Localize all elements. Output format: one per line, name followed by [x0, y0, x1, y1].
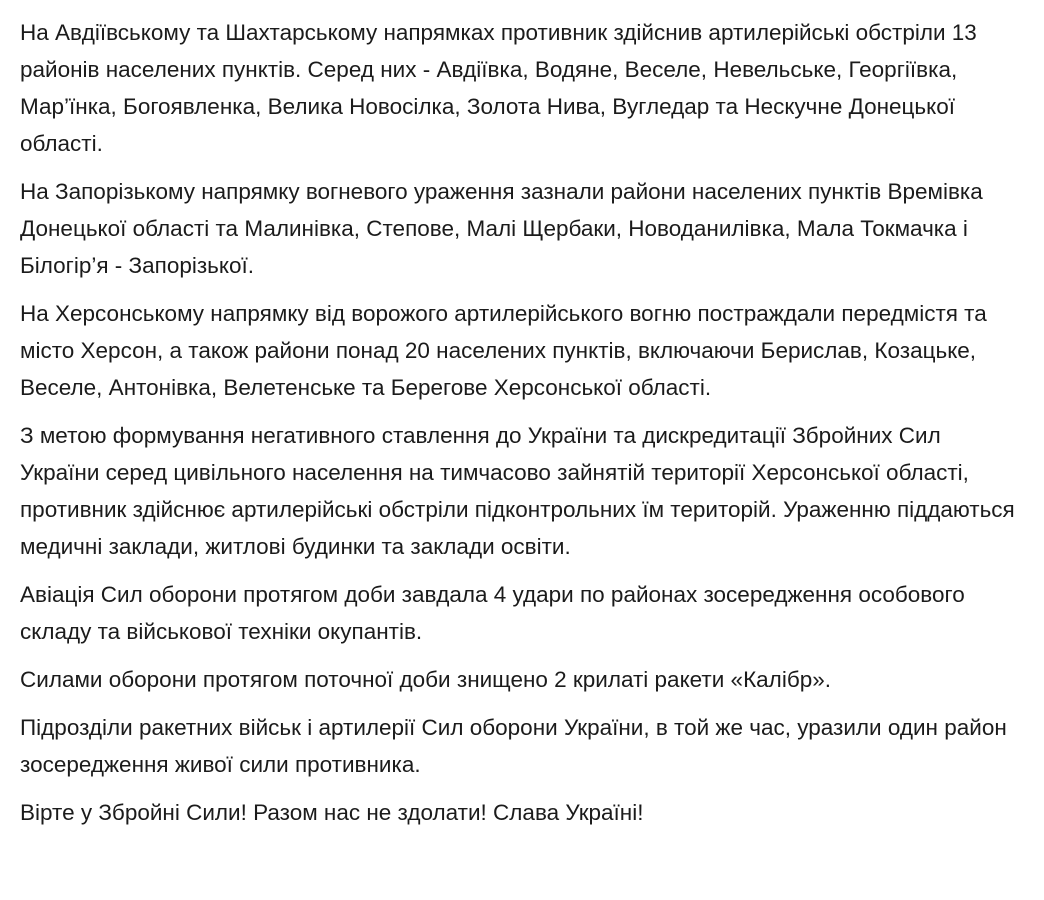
report-text-body — [20, 14, 1022, 831]
paragraph-avdiivka-shakhtarsk-shelling: На Авдіївському та Шахтарському напрямках противник здійснив артилерійські обстріли 13 районів населених пунктів. Серед них - Авдіївка, Водяне, Веселе, Невельське, Георгіївка, Мар’їнка, Богоявленка, Велика Новосілка, Золота Нива, Вугледар та Нескучне Донецької області. — [20, 20, 977, 156]
paragraph-kalibr-missiles-destroyed: Силами оборони протягом поточної доби знищено 2 крилаті ракети «Калібр». — [20, 667, 831, 692]
paragraph-zaporizhzhia-shelling: На Запорізькому напрямку вогневого ураження зазнали райони населених пунктів Времівка Донецької області та Малинівка, Степове, Малі Щербаки, Новоданилівка, Мала Токмачка і Білогір’я - Запорізької. — [20, 179, 983, 278]
paragraph-rocket-artillery-strikes: Підрозділи ракетних військ і артилерії Сил оборони України, в той же час, уразили один район зосередження живої сили противника. — [20, 715, 1007, 777]
paragraph-discreditation-campaign: З метою формування негативного ставлення до України та дискредитації Збройних Сил України серед цивільного населення на тимчасово зайнятій території Херсонської області, противник здійснює артилерійські обстріли підконтрольних їм територій. Ураженню піддаються медичні заклади, житлові будинки та заклади освіти. — [20, 423, 1015, 559]
paragraph-closing-slogan: Вірте у Збройні Сили! Разом нас не здолати! Слава Україні! — [20, 800, 644, 825]
paragraph-aviation-strikes: Авіація Сил оборони протягом доби завдала 4 удари по районах зосередження особового складу та військової техніки окупантів. — [20, 582, 965, 644]
paragraph-kherson-shelling: На Херсонському напрямку від ворожого артилерійського вогню постраждали передмістя та місто Херсон, а також райони понад 20 населених пунктів, включаючи Берислав, Козацьке, Веселе, Антонівка, Велетенське та Берегове Херсонської області. — [20, 301, 987, 400]
